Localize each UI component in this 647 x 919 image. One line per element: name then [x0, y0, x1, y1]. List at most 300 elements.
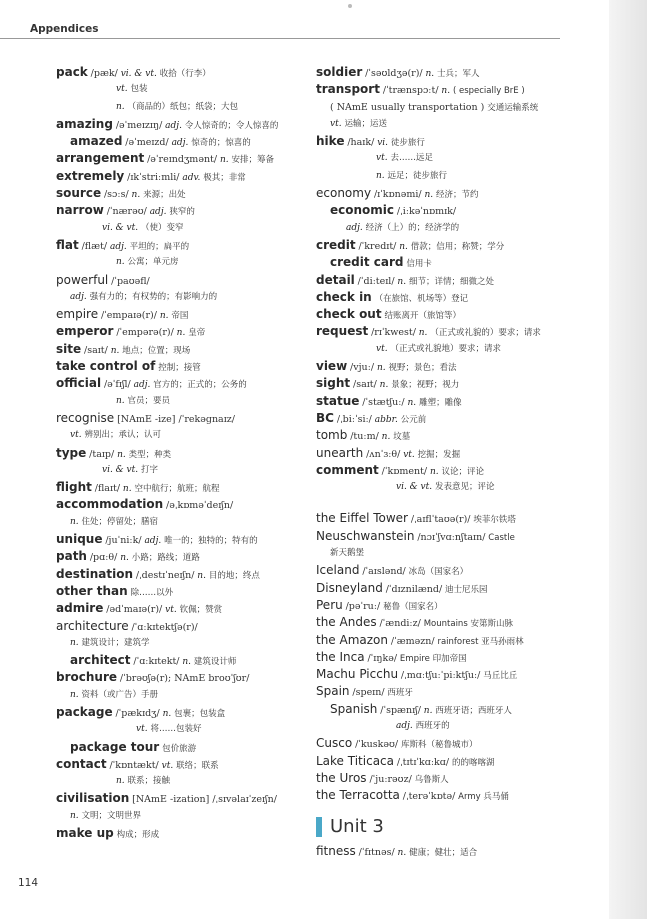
entry-pos: n. — [117, 449, 126, 460]
entry-phonetic: /əˈmeɪzd/ — [125, 137, 169, 149]
entry-pos: n. — [70, 516, 79, 527]
glossary-line — [56, 721, 296, 738]
entry-headword: source — [56, 186, 102, 201]
glossary-line — [56, 808, 296, 825]
glossary-line — [56, 185, 296, 202]
glossary-line — [316, 770, 588, 787]
entry-definition: 来源；出处 — [143, 190, 186, 201]
entry-definition: 打字 — [141, 464, 159, 475]
entry-definition: 去……远足 — [390, 153, 433, 164]
entry-headword: site — [56, 341, 82, 356]
entry-phonetic: /ˈkuskəʊ/ — [355, 739, 399, 751]
glossary-line — [316, 562, 588, 579]
entry-definition: 类型；种类 — [128, 449, 172, 460]
entry-headword: Neuschwanstein — [316, 528, 415, 543]
entry-pos: n. — [418, 328, 428, 339]
entry-pos: vt. — [116, 84, 128, 95]
glossary-line — [316, 99, 588, 116]
entry-phonetic: /vjuː/ — [350, 362, 375, 374]
entry-definition: 收拾（行李） — [159, 69, 211, 79]
entry-phonetic: /pɑːθ/ — [89, 552, 118, 564]
entry-phonetic: /ˈjuːrəʊz/ — [369, 773, 412, 785]
entry-definition: 住处；停留处；膳宿 — [81, 516, 159, 527]
entry-definition: 建筑设计师 — [193, 657, 237, 668]
glossary-line — [316, 545, 588, 562]
entry-headword: narrow — [56, 203, 104, 218]
entry-definition: （商品的）纸包；纸袋；大包 — [127, 101, 239, 112]
entry-headword: Lake Titicaca — [316, 753, 394, 768]
glossary-line — [56, 323, 296, 340]
entry-phonetic: /ˌaɪflˈtaʊə(r)/ — [410, 514, 471, 526]
entry-headword: package — [56, 704, 113, 719]
entry-phonetic: /ˈɪŋkə/ — [367, 652, 398, 664]
entry-pos: n. — [116, 776, 125, 787]
entry-headword: the Uros — [316, 770, 367, 785]
entry-definition: Army 兵马俑 — [458, 792, 509, 803]
entry-headword: the Eiffel Tower — [316, 511, 408, 526]
glossary-line — [316, 753, 588, 770]
entry-phonetic: /ˈæməzn/ — [390, 635, 435, 647]
entry-pos: adj. — [109, 241, 127, 252]
entry-headword: view — [316, 359, 348, 374]
entry-headword: sight — [316, 376, 351, 391]
entry-pos: n. — [159, 311, 169, 322]
entry-pos: n. — [116, 101, 125, 112]
entry-definition: 联系；接触 — [127, 776, 171, 787]
entry-pos: adj. — [144, 536, 162, 547]
entry-headword: Machu Picchu — [316, 667, 399, 682]
glossary-line — [316, 718, 588, 735]
entry-pos: n. — [399, 241, 408, 252]
glossary-line — [56, 687, 296, 704]
entry-pos: adj. — [346, 222, 363, 233]
entry-pos: vt. — [136, 724, 148, 735]
glossary-line — [56, 583, 296, 600]
entry-headword: comment — [316, 462, 379, 477]
glossary-line — [316, 168, 588, 185]
glossary-line — [56, 773, 296, 790]
entry-phonetic: /ˈfɪtnəs/ — [358, 847, 395, 858]
glossary-line — [316, 701, 588, 718]
entry-headword: credit — [316, 237, 356, 252]
entry-pos: n. — [110, 345, 120, 356]
entry-headword: Iceland — [316, 563, 360, 578]
entry-definition: 乌鲁斯人 — [414, 774, 449, 785]
entry-pos: n. — [376, 170, 385, 181]
page-edge-shadow — [609, 0, 647, 919]
glossary-line — [316, 427, 588, 444]
glossary-line — [316, 462, 588, 479]
entry-pos: adj. — [396, 720, 413, 731]
glossary-line — [56, 427, 296, 444]
entry-phonetic: /ˈɑːkɪtektʃə(r)/ — [131, 621, 198, 633]
entry-definition: 建筑设计；建筑学 — [81, 637, 150, 648]
glossary-line — [56, 496, 296, 513]
glossary-line — [316, 787, 588, 804]
entry-headword: the Andes — [316, 615, 377, 630]
entry-definition: 包装 — [130, 84, 148, 95]
entry-phonetic: /flaɪt/ — [94, 483, 121, 495]
glossary-line — [316, 306, 588, 323]
entry-definition: Empire 印加帝国 — [399, 653, 467, 664]
entry-headword: tomb — [316, 428, 348, 443]
entry-phonetic: /ˌdestɪˈneɪʃn/ — [135, 569, 195, 581]
entry-pos: n. — [423, 705, 433, 716]
glossary-line — [316, 614, 588, 631]
glossary-line — [56, 202, 296, 219]
entry-phonetic: /əˈreɪndʒmənt/ — [147, 154, 218, 166]
glossary-line — [316, 375, 588, 392]
entry-headword: amazing — [56, 116, 113, 131]
entry-definition: 议论；评论 — [441, 466, 485, 477]
entry-pos: n. — [120, 553, 129, 564]
glossary-line — [56, 272, 296, 289]
entry-phonetic: /ˈændiːz/ — [379, 618, 421, 630]
entry-headword: credit card — [330, 255, 404, 270]
entry-headword: check in — [316, 289, 372, 304]
glossary-line — [316, 81, 588, 98]
entry-phonetic: /ɪˈkɒnəmi/ — [373, 189, 422, 201]
entry-pos: adj. — [171, 138, 189, 149]
glossary-left-column — [56, 64, 296, 842]
entry-headword: transport — [316, 82, 380, 97]
entry-headword: accommodation — [56, 497, 164, 512]
entry-headword: statue — [316, 393, 360, 408]
entry-definition: 平坦的；扁平的 — [129, 241, 190, 252]
entry-pos: n. — [116, 257, 125, 268]
entry-pos: n. — [425, 69, 435, 79]
entry-pos: n. — [381, 432, 391, 443]
entry-definition: （在旅馆、机场等）登记 — [374, 293, 469, 304]
entry-definition: 景象；视野；视力 — [391, 380, 460, 391]
page-number: 114 — [18, 877, 39, 889]
entry-pos: n. — [379, 380, 389, 391]
entry-headword: hike — [316, 134, 345, 149]
entry-phonetic: /ʌnˈɜːθ/ — [366, 448, 401, 460]
entry-definition: （使）变窄 — [141, 222, 184, 233]
entry-definition: （正式或礼貌的）要求；请求 — [430, 328, 541, 339]
entry-headword: fitness — [316, 844, 356, 858]
entry-phonetic: /saɪt/ — [84, 344, 108, 356]
glossary-line — [56, 393, 296, 410]
entry-pos: n. — [131, 190, 141, 201]
entry-pos: n. — [407, 397, 417, 408]
entry-headword: powerful — [56, 272, 109, 287]
entry-phonetic: /ədˈmaɪə(r)/ — [106, 604, 163, 616]
entry-definition: 西班牙的 — [415, 720, 450, 731]
entry-headword: empire — [56, 307, 99, 322]
entry-pos: adj. — [165, 120, 182, 131]
entry-definition: 目的地；终点 — [208, 570, 260, 581]
glossary-line — [316, 220, 588, 237]
glossary-line — [56, 618, 296, 635]
entry-phonetic: /ˌbiːˈsiː/ — [336, 413, 372, 425]
entry-definition: 雕塑；雕像 — [419, 397, 462, 408]
glossary-line — [56, 289, 296, 306]
entry-pos: n. — [70, 689, 79, 700]
glossary-line — [56, 566, 296, 583]
entry-definition: 埃菲尔铁塔 — [473, 515, 516, 526]
entry-pos: adj. — [133, 380, 151, 391]
glossary-line — [56, 825, 296, 842]
entry-definition: 极其；非常 — [203, 172, 246, 183]
entry-pos: vt. — [376, 153, 388, 164]
entry-headword: Spanish — [330, 701, 378, 716]
glossary-line — [316, 666, 588, 683]
entry-phonetic: /speɪn/ — [352, 687, 385, 699]
entry-definition: 新天鹅堡 — [330, 548, 365, 559]
entry-definition: 远足；徒步旅行 — [387, 170, 448, 181]
glossary-line — [316, 479, 588, 496]
entry-pos: n. — [182, 657, 192, 668]
entry-definition: 强有力的；有权势的；有影响力的 — [89, 291, 218, 302]
entry-definition: 公元前 — [400, 414, 427, 425]
entry-definition: 士兵；军人 — [437, 69, 480, 79]
glossary-line — [316, 410, 588, 427]
entry-definition: 经济；节约 — [436, 190, 479, 201]
entry-definition: 构成；形成 — [116, 830, 160, 841]
entry-definition: 包裹；包装盒 — [174, 708, 226, 719]
glossary-line — [56, 116, 296, 133]
glossary-line — [56, 669, 296, 686]
entry-headword: detail — [316, 272, 355, 287]
glossary-line — [56, 514, 296, 531]
glossary-line — [316, 133, 588, 150]
entry-pos: n. — [70, 637, 79, 648]
entry-pos: n. — [397, 848, 407, 858]
entry-definition: 将……包装好 — [150, 724, 202, 735]
entry-definition: 惊奇的；惊喜的 — [191, 138, 251, 149]
entry-phonetic: /ˌmɑːtʃuːˈpiːktʃuː/ — [400, 670, 481, 682]
entry-phonetic: /nɔɪˈʃvɑːnʃtaɪn/ — [417, 531, 486, 543]
entry-headword: other than — [56, 583, 128, 598]
entry-definition: Castle — [488, 532, 515, 543]
entry-pos: n. — [162, 708, 172, 719]
entry-definition: 西班牙 — [387, 688, 413, 699]
entry-headword: arrangement — [56, 151, 145, 166]
entry-headword: contact — [56, 756, 107, 771]
glossary-line — [316, 185, 588, 202]
unit-accent-bar — [316, 817, 322, 837]
entry-phonetic: /ˈkredɪt/ — [358, 240, 397, 252]
entry-definition: 借款；信用；称赞；学分 — [410, 241, 505, 252]
entry-pos: vt. — [70, 430, 82, 441]
glossary-line — [316, 358, 588, 375]
entry-phonetic: /əˈfɪʃl/ — [103, 379, 131, 391]
entry-pos: n. — [429, 466, 439, 477]
entry-pos: adj. — [149, 207, 167, 218]
entry-definition: 空中航行；航班；航程 — [134, 484, 220, 495]
entry-pos: n. — [70, 810, 79, 821]
glossary-line — [56, 445, 296, 462]
glossary-line — [316, 445, 588, 462]
entry-headword: Spain — [316, 684, 350, 699]
entry-phonetic: /tuːm/ — [350, 431, 379, 443]
glossary-line — [316, 272, 588, 289]
entry-pos: n. — [376, 363, 386, 374]
entry-phonetic: /ɪkˈstriːmli/ — [127, 171, 180, 183]
entry-pos: vi. & vt. — [120, 69, 157, 79]
entry-phonetic: /pəˈruː/ — [345, 600, 381, 612]
entry-definition: 唯一的；独特的；特有的 — [164, 536, 258, 547]
entry-definition: 控制；接管 — [158, 363, 201, 374]
entry-definition: 交通运输系统 — [487, 102, 539, 113]
entry-phonetic: /ˈstætʃuː/ — [362, 396, 405, 408]
glossary-line — [316, 735, 588, 752]
entry-pos: n. — [122, 484, 132, 495]
entry-headword: type — [56, 445, 87, 460]
glossary-line — [56, 99, 296, 116]
glossary-line — [56, 64, 296, 81]
glossary-right-column — [316, 64, 588, 804]
glossary-line — [316, 683, 588, 700]
glossary-line — [56, 790, 296, 807]
glossary-line — [56, 358, 296, 375]
entry-definition: 文明；文明世界 — [81, 810, 142, 821]
entry-pos: n. — [397, 276, 407, 287]
entry-definition: 经济（上）的；经济学的 — [365, 222, 460, 233]
entry-headword: economic — [330, 203, 395, 218]
entry-definition: 库斯科（秘鲁城市） — [400, 740, 478, 751]
entry-definition: 官员；要员 — [127, 395, 171, 406]
entry-definition: 狭窄的 — [169, 207, 195, 218]
entry-headword: flat — [56, 237, 79, 252]
entry-pos: vt. — [165, 605, 177, 616]
entry-phonetic: /ˌterəˈkɒtə/ — [402, 791, 456, 803]
entry-phonetic: /flæt/ — [81, 240, 108, 252]
entry-headword: soldier — [316, 65, 363, 79]
glossary-line — [316, 323, 588, 340]
entry-phonetic: /saɪt/ — [353, 379, 377, 391]
entry-definition: rainforest 亚马孙雨林 — [437, 636, 524, 647]
entry-headword: recognise — [56, 410, 115, 425]
entry-phonetic: /ˈsəʊldʒə(r)/ — [365, 68, 423, 79]
entry-definition: 帝国 — [171, 311, 189, 322]
entry-pos: n. — [197, 570, 206, 581]
glossary-line — [316, 580, 588, 597]
entry-definition: 迪士尼乐园 — [445, 584, 488, 595]
entry-phonetic: /ˈempərə(r)/ — [116, 327, 174, 339]
page-header — [0, 0, 647, 40]
entry-pos: n. — [424, 190, 434, 201]
entry-phonetic: /sɔːs/ — [103, 189, 129, 201]
glossary-line — [56, 133, 296, 150]
entry-headword: unearth — [316, 445, 364, 460]
entry-definition: 健康；健壮；适合 — [409, 848, 478, 858]
entry-phonetic: /ˈaɪslənd/ — [362, 566, 406, 578]
glossary-line — [316, 393, 588, 410]
entry-phonetic: /ˈdiːteɪl/ — [357, 275, 395, 287]
entry-definition: ( especially BrE ) — [452, 86, 525, 97]
entry-phonetic: /ˌiːkəˈnɒmɪk/ — [396, 206, 457, 218]
entry-pos: vt. — [330, 118, 342, 129]
glossary-line — [56, 306, 296, 323]
entry-phonetic: /ˈkɒment/ — [381, 465, 428, 477]
entry-headword: economy — [316, 186, 372, 201]
entry-phonetic: /əˈmeɪzɪŋ/ — [115, 119, 163, 131]
entry-headword: the Terracotta — [316, 788, 400, 803]
entry-pos: abbr. — [374, 414, 398, 425]
glossary-line — [56, 81, 296, 98]
entry-phonetic: /pæk/ — [90, 68, 118, 79]
entry-phonetic: ( NAmE usually transportation ) — [330, 101, 485, 113]
glossary-line — [316, 597, 588, 614]
entry-headword: architecture — [56, 618, 129, 633]
glossary-line — [56, 254, 296, 271]
glossary-line — [56, 704, 296, 721]
entry-phonetic: /rɪˈkwest/ — [371, 327, 416, 339]
entry-phonetic: /ˈnærəʊ/ — [106, 206, 147, 218]
entry-definition: 小路；路线；道路 — [131, 553, 200, 564]
entry-headword: package tour — [70, 739, 160, 754]
entry-definition: 西班牙语；西班牙人 — [435, 705, 512, 716]
header-rule — [0, 38, 560, 39]
entry-phonetic: /haɪk/ — [347, 137, 375, 149]
entry-headword: emperor — [56, 324, 114, 339]
glossary-line — [316, 649, 588, 666]
entry-definition: 发表意见；评论 — [435, 482, 495, 493]
entry-phonetic: /ˈempaɪə(r)/ — [100, 310, 157, 322]
entry-pos: n. — [219, 155, 229, 166]
entry-headword: civilisation — [56, 791, 130, 806]
binding-mark — [348, 4, 352, 8]
entry-definition: 秘鲁（国家名） — [383, 601, 443, 612]
glossary-line — [316, 528, 588, 545]
entry-definition: 令人惊奇的；令人惊喜的 — [184, 120, 279, 131]
entry-definition: （正式或礼貌地）要求；请求 — [390, 343, 501, 354]
entry-phonetic: /əˌkɒməˈdeɪʃn/ — [166, 500, 234, 512]
entry-definition: 公寓；单元房 — [127, 257, 179, 268]
entry-definition: 包价旅游 — [162, 743, 197, 754]
entry-phonetic: /taɪp/ — [89, 448, 115, 460]
entry-phonetic: /ˈbrəʊʃə(r); NAmE broʊˈʃʊr/ — [119, 673, 250, 685]
entry-pos: n. — [116, 395, 125, 406]
entry-definition: 地点；位置；现场 — [122, 345, 191, 356]
entry-headword: flight — [56, 480, 92, 495]
entry-definition: 马丘比丘 — [483, 671, 518, 682]
entry-definition: 安排；筹备 — [231, 155, 275, 166]
entry-definition: 的的喀喀湖 — [451, 757, 495, 768]
glossary-line — [56, 341, 296, 358]
header-title: Appendices — [30, 23, 99, 35]
entry-definition: Mountains 安第斯山脉 — [423, 619, 513, 630]
glossary-line — [56, 168, 296, 185]
glossary-line — [316, 510, 588, 527]
glossary-line — [316, 202, 588, 219]
entry-phonetic: /ˈɑːkɪtekt/ — [133, 656, 180, 668]
entry-headword: take control of — [56, 359, 156, 374]
entry-definition: 钦佩；赞赏 — [179, 605, 223, 616]
entry-headword: path — [56, 549, 87, 564]
entry-headword: pack — [56, 65, 88, 79]
entry-definition: 联络；联系 — [176, 760, 219, 771]
entry-headword: the Amazon — [316, 632, 389, 647]
entry-pos: n. — [441, 86, 451, 97]
entry-pos: vt. — [376, 343, 388, 354]
glossary-line — [316, 64, 588, 81]
entry-phonetic: /ˈkɒntækt/ — [109, 759, 159, 771]
entry-definition: 冰岛（国家名） — [408, 567, 469, 578]
entry-headword: destination — [56, 566, 133, 581]
entry-headword: official — [56, 376, 102, 391]
entry-definition: 坟墓 — [393, 432, 411, 443]
glossary-line — [56, 652, 296, 669]
entry-pos: vi. & vt. — [102, 222, 139, 233]
entry-headword: amazed — [70, 134, 123, 149]
glossary-line — [56, 375, 296, 392]
glossary-line — [316, 254, 588, 271]
entry-definition: 皇帝 — [188, 328, 206, 339]
